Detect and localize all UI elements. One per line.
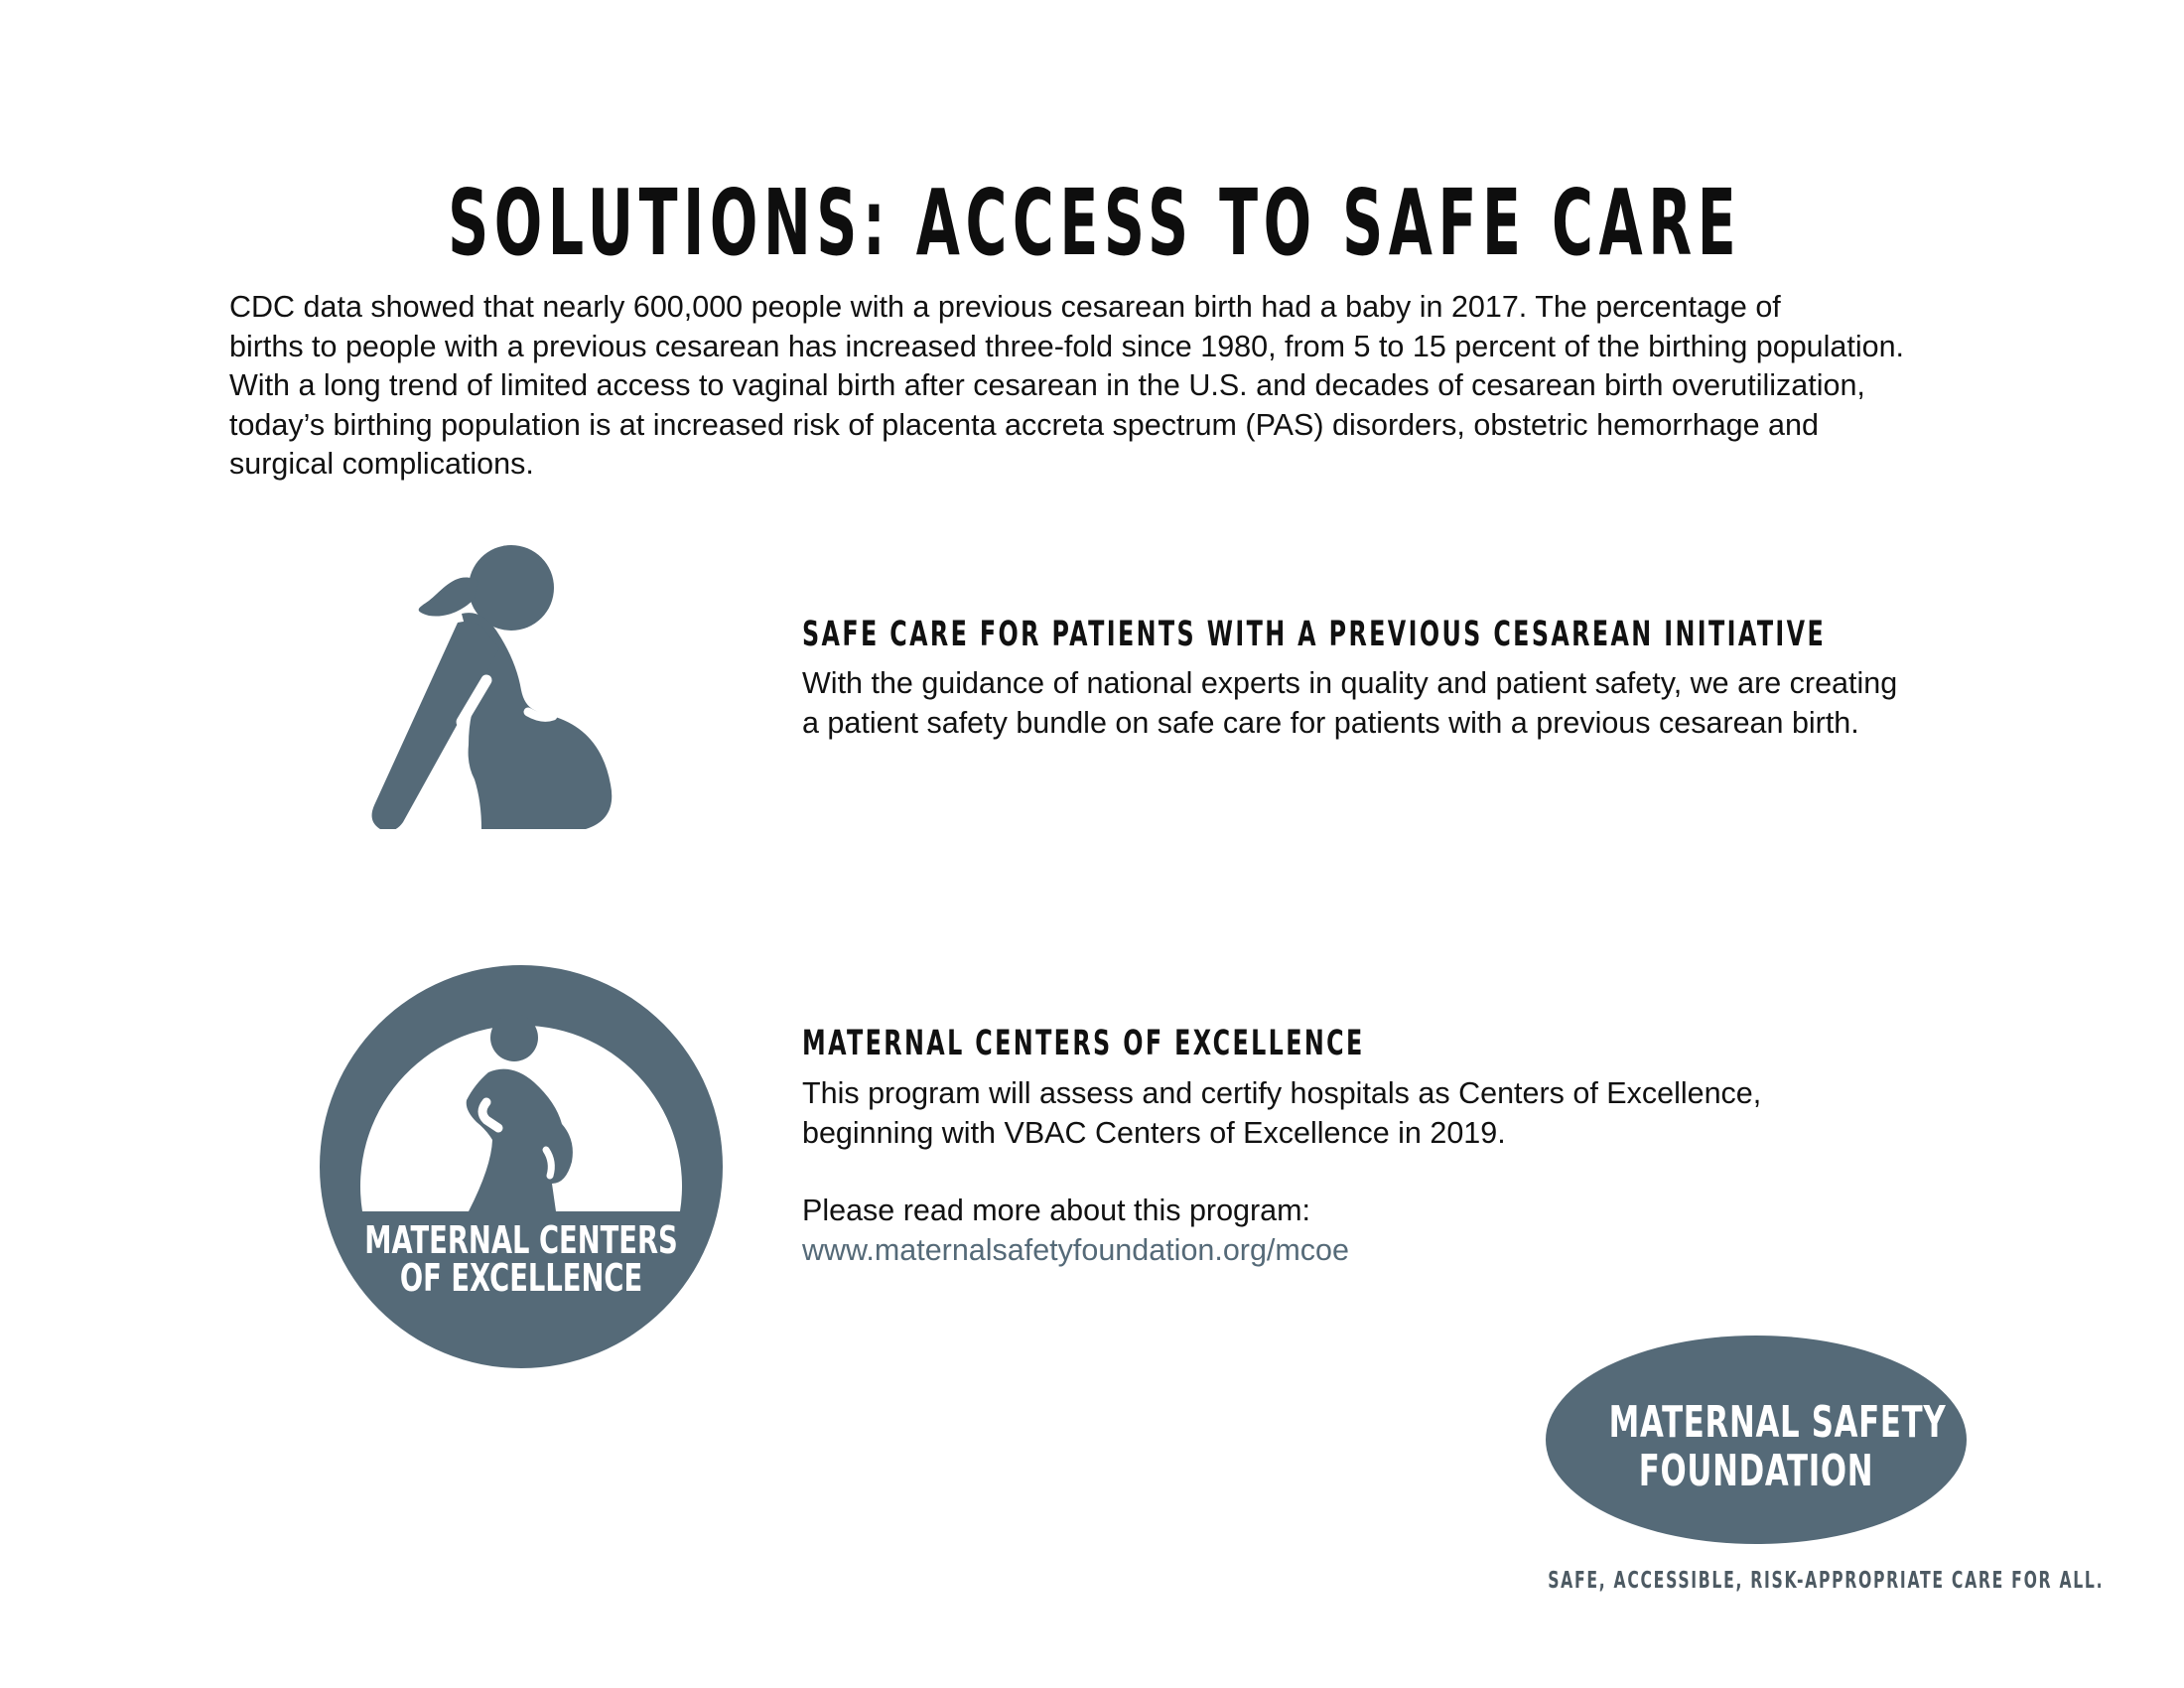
intro-line: With a long trend of limited access to vaginal birth after cesarean in the U.S. and decades of cesarean birth overutilization, [229,368,1865,402]
badge-label [360,1218,682,1300]
body-line: With the guidance of national experts in quality and patient safety, we are creating [802,666,1898,700]
read-more-text: Please read more about this program: [802,1194,1310,1227]
body-line: This program will assess and certify hospitals as Centers of Excellence, [802,1076,1762,1110]
section-body-mcoe [802,1074,1761,1153]
logo-line: FOUNDATION [1638,1446,1874,1496]
body-line: a patient safety bundle on safe care for patients with a previous cesarean birth. [802,705,1859,740]
section-body-safe-care [802,664,1897,743]
badge-line: OF EXCELLENCE [399,1256,643,1300]
read-more-block [802,1192,1349,1270]
intro-line: births to people with a previous cesarean has increased three-fold since 1980, from 5 to 15 percent of the birthing population. [229,329,1905,363]
intro-paragraph [229,288,2116,485]
logo-line: MATERNAL SAFETY [1608,1397,1947,1448]
intro-line: CDC data showed that nearly 600,000 people with a previous cesarean birth had a baby in 2017. The percentage of [229,290,1781,324]
intro-line: today’s birthing population is at increased risk of placenta accreta spectrum (PAS) disorders, obstetric hemorrhage and [229,407,1819,442]
intro-line: surgical complications. [229,447,534,481]
section-heading-safe-care: SAFE CARE FOR PATIENTS WITH A PREVIOUS CESAREAN INITIATIVE [802,615,1827,655]
mcoe-link[interactable]: www.maternalsafetyfoundation.org/mcoe [802,1232,1349,1267]
section-heading-mcoe: MATERNAL CENTERS OF EXCELLENCE [802,1024,1365,1064]
tagline: SAFE, ACCESSIBLE, RISK-APPROPRIATE CARE FOR ALL. [1548,1568,2105,1594]
foundation-logo-text [1608,1397,1947,1496]
pregnant-person-icon-svg [357,541,635,829]
pregnant-person-badge-icon [318,963,725,1370]
pregnant-person-icon [357,541,635,829]
maternal-centers-badge [318,963,725,1370]
badge-line: MATERNAL CENTERS [364,1218,678,1262]
page-title: SOLUTIONS: ACCESS TO SAFE CARE [448,169,1742,276]
body-line: beginning with VBAC Centers of Excellence in 2019. [802,1115,1506,1150]
